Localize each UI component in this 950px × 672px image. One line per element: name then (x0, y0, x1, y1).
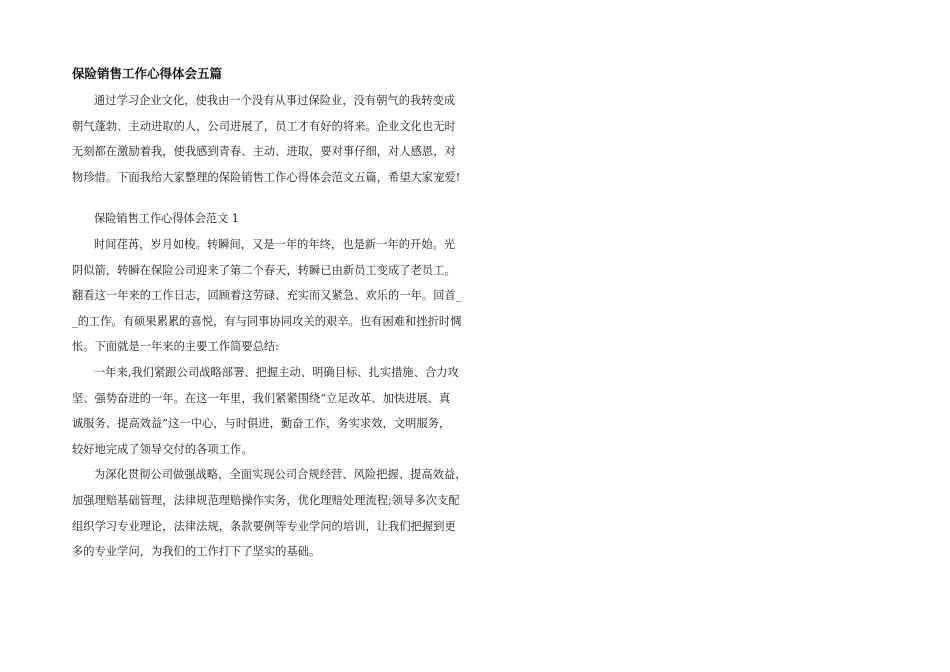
paragraph-line: 阴似箭，转瞬在保险公司迎来了第二个春天，转瞬已由新员工变成了老员工。 (72, 263, 456, 277)
paragraph-line: 为深化贯彻公司做强战略，全面实现公司合规经营、风险把握、提高效益， (94, 468, 467, 482)
paragraph-line: 坚、强势奋进的一年。在这一年里，我们紧紧围绕“立足改革、加快进展、真 (72, 391, 451, 405)
spacer (72, 190, 464, 206)
body-paragraph-3 (72, 462, 467, 564)
paragraph-line: 组织学习专业理论，法律法规，条款要例等专业学问的培训，让我们把握到更 (72, 519, 456, 533)
paragraph-line: 多的专业学问，为我们的工作打下了坚实的基础。 (72, 545, 321, 559)
section-title: 保险销售工作心得体会范文 1 (94, 212, 239, 226)
paragraph-line: _的工作。有硕果累累的喜悦，有与同事协同攻关的艰辛。也有困难和挫折时惆 (72, 314, 462, 328)
intro-line: 物珍惜。下面我给大家整理的保险销售工作心得体会范文五篇，希望大家宠爱! (72, 170, 461, 184)
paragraph-line: 一年来,我们紧跟公司战略部署、把握主动、明确目标、扎实措施、合力攻 (94, 365, 459, 379)
document-page (72, 66, 467, 565)
paragraph-line: 时间荏苒，岁月如梭。转瞬间，又是一年的年终，也是新一年的开始。光 (94, 237, 456, 251)
intro-line: 无刻都在激励着我，使我感到青春、主动、进取，要对事仔细，对人感恩，对 (72, 145, 456, 159)
intro-line: 通过学习企业文化，使我由一个没有从事过保险业，没有朝气的我转变成 (94, 94, 456, 107)
paragraph-line: 加强理赔基础管理，法律规范理赔操作实务，优化理赔处理流程;领导多次支配 (72, 493, 460, 507)
paragraph-line: 翻看这一年来的工作日志，回顾着这劳碌、充实而又紧急、欢乐的一年。回首_ (72, 289, 462, 303)
paragraph-line: 诚服务、提高效益”这一中心，与时俱进，勤奋工作，务实求效，文明服务， (72, 417, 451, 431)
paragraph-line: 怅。下面就是一年来的主要工作简要总结: (72, 340, 280, 354)
paragraph-line: 较好地完成了领导交付的各项工作。 (72, 442, 253, 456)
intro-line: 朝气蓬勃、主动进取的人，公司进展了，员工才有好的将来。企业文化也无时 (72, 119, 456, 133)
intro-paragraph (72, 88, 464, 190)
body-paragraph-2 (72, 360, 464, 462)
document-title: 保险销售工作心得体会五篇 (72, 66, 223, 81)
body-paragraph-1 (72, 232, 464, 360)
